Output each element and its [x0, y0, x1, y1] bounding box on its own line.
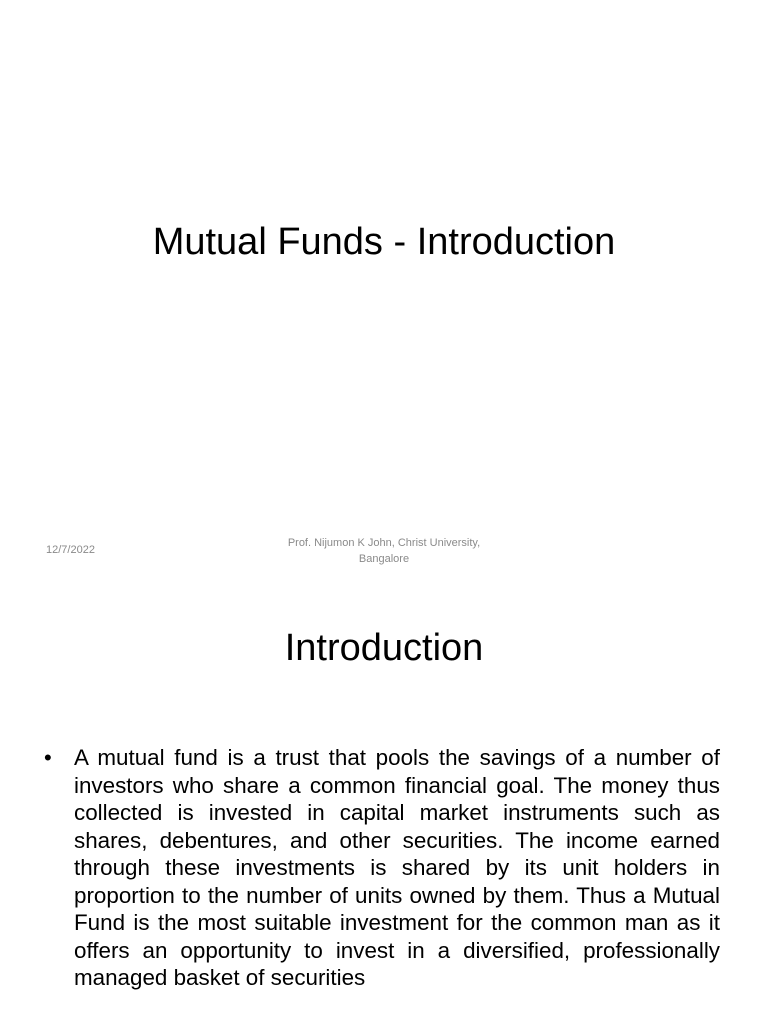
- bullet-list: [44, 744, 720, 992]
- slide-introduction: [0, 582, 768, 1024]
- slide-introduction-heading: Introduction: [284, 627, 484, 669]
- slide-footer-author-line-1: Prof. Nijumon K John, Christ University,: [287, 537, 481, 549]
- slide-footer-author: [264, 535, 504, 567]
- slide-footer-author-line-2: Bangalore: [358, 553, 410, 565]
- slide-footer-date: 12/7/2022: [46, 544, 95, 556]
- bullet-item: [44, 744, 720, 992]
- slide-title-heading: Mutual Funds - Introduction: [152, 221, 616, 263]
- bullet-marker: •: [44, 745, 52, 770]
- bullet-text: A mutual fund is a trust that pools the savings of a number of investors who share a common financial goal. The money thus collected is invested in capital market instruments such as shares, debentures, and other securities. The income earned through these investments is shared by its unit holders in proportion to the number of units owned by them. Thus a Mutual Fund is the most suitable investment for the common man as it offers an opportunity to invest in a diversified, professionally managed basket of securities: [74, 745, 720, 990]
